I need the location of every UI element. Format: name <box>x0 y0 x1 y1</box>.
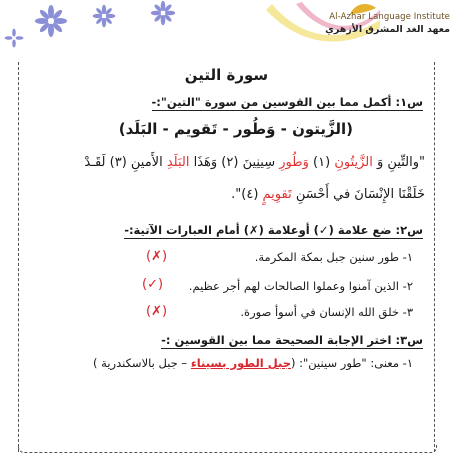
institute-logo <box>270 2 450 46</box>
statement-item: ١- طور سنين جبل بمكة المكرمة. <box>254 250 413 264</box>
question-1-label: س١: أكمل مما بين القوسين من سورة "التين":- <box>151 95 423 109</box>
choice-item: ١- معنى: "طور سينين": (جبل الطور بسيناء – جبل بالاسكندرية ) <box>93 356 413 370</box>
flower-icon <box>34 4 68 38</box>
flower-icon <box>92 4 116 28</box>
page-title: سورة التين <box>184 66 269 84</box>
answer-word: تَقوِيمٍ <box>262 187 292 202</box>
institute-name-en: Al-Azhar Language Institute <box>329 12 450 22</box>
statement-item: ٢- الذين آمنوا وعملوا الصالحات لهم أجر عظيم. <box>188 279 413 293</box>
question-2-label: س٢: ضع علامة (✓) أوعلامة (✗) أمام العبارات الآتية:- <box>124 223 423 237</box>
word-bank: (الزَّيتون - وَطُور - تَقويم - البَلَد) <box>118 120 353 138</box>
question-3-label: س٣: اختر الإجابة الصحيحة مما بين القوسين :- <box>161 333 423 347</box>
answer-word: البَلَدِ <box>166 155 190 170</box>
answer-mark: (✓) <box>142 277 164 292</box>
answer-word: وَطُورِ <box>279 155 309 170</box>
selected-answer: جبل الطور بسيناء <box>190 356 291 370</box>
institute-name-ar: معهد الغد المشرق الأزهري <box>325 24 450 35</box>
statement-item: ٣- خلق الله الإنسان في أسوأ صورة. <box>240 305 413 319</box>
page-frame-bottom <box>18 444 437 453</box>
flower-icon <box>150 0 176 26</box>
verse-line-2: خَلَقْنَا الإِنْسَانَ في أَحْسَنِ تَقوِيمٍ (٤)". <box>231 187 425 202</box>
verse-line-1: "والتِّينِ وَ الزَّيتُونِ (١) وَطُورِ سِينِينَ (٢) وَهَذَا البَلَدِ الأَمينِ (٣) لَقَـدْ <box>84 155 425 170</box>
answer-word: الزَّيتُونِ <box>334 155 373 170</box>
answer-mark: (✗) <box>146 249 168 264</box>
flower-icon <box>4 28 24 48</box>
answer-mark: (✗) <box>146 304 168 319</box>
